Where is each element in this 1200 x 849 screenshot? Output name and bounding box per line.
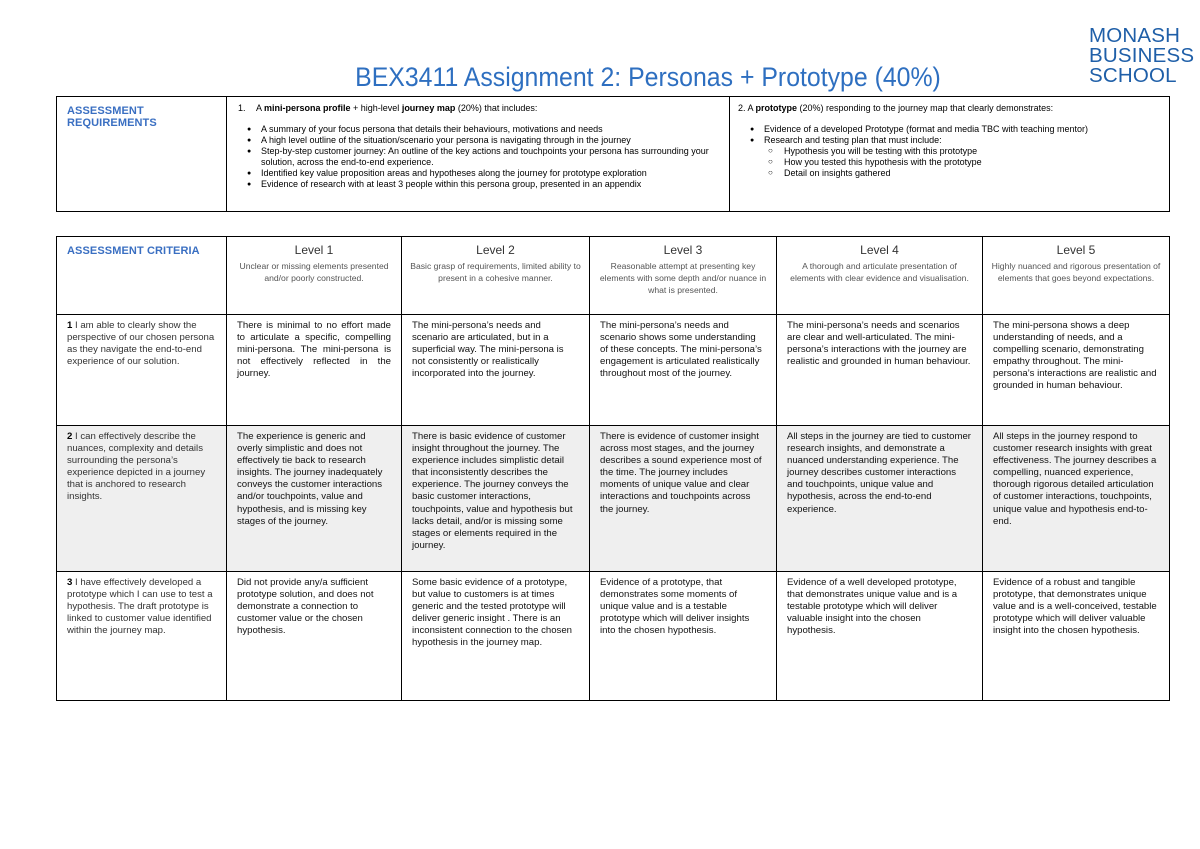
mini-persona-profile-label: mini-persona profile	[264, 103, 351, 113]
requirements-part-1	[227, 97, 730, 212]
page-title: BEX3411 Assignment 2: Personas + Prototype (40%)	[355, 62, 941, 92]
part-1-intro-text: (20%) that includes:	[455, 103, 538, 113]
table-cell: All steps in the journey respond to customer research insights with great effectiveness. The journey describes a compelling, nuanced experience, thorough rigorous detailed articulation of customer interactions, touchpoints, unique value and hypothesis end-to-end.	[983, 426, 1170, 572]
table-cell: There is minimal to no effort made to articulate a specific, compelling mini-persona. The mini-persona is not effectively reflected in the journey.	[227, 315, 402, 426]
level-4-header	[777, 237, 983, 315]
criteria-table	[56, 236, 1170, 701]
level-name: Level 2	[476, 243, 515, 257]
level-name: Level 5	[1056, 243, 1096, 257]
table-cell: The mini-persona’s needs and scenario shows some understanding of these concepts. The mini-persona’s engagement is articulated realistically throughout most of the journey.	[590, 315, 777, 426]
part-1-number: 1.	[238, 103, 246, 113]
part-2-bullet-list	[738, 124, 1161, 179]
table-cell: Evidence of a prototype, that demonstrates some moments of unique value and is a testable prototype which will deliver insights into the chosen hypothesis.	[590, 572, 777, 701]
table-cell: Did not provide any/a sufficient prototype solution, and does not demonstrate a connection to customer value or the chosen hypothesis.	[227, 572, 402, 701]
logo-line-2: BUSINESS	[1089, 44, 1195, 67]
table-cell: Evidence of a well developed prototype, that demonstrates unique value and is a testable prototype which will deliver valuable insight into the chosen hypothesis.	[777, 572, 983, 701]
table-cell: There is basic evidence of customer insight throughout the journey. The experience includes simplistic detail that inconsistently describes the experience. The journey conveys the basic customer interactions, touchpoints, value and hypothesis but lacks detail, and/or is missing some stages or elements required in the journey.	[402, 426, 590, 572]
criterion-text: I have effectively developed a prototype which I can use to test a hypothesis. The draft prototype is linked to customer value identified within the journey map.	[67, 577, 213, 637]
criterion-3-cell	[57, 572, 227, 701]
level-1-header	[227, 237, 402, 315]
level-name: Level 3	[663, 243, 703, 257]
requirements-label: ASSESSMENT REQUIREMENTS	[67, 105, 157, 129]
table-cell: The mini-persona shows a deep understanding of needs, and a compelling scenario, demonstrating empathy throughout. The mini-persona’s interactions are realistic and grounded in human behaviour.	[983, 315, 1170, 426]
part-2-intro-text: (20%) responding to the journey map that clearly demonstrates:	[797, 103, 1054, 113]
list-item: ● A summary of your focus persona that details their behaviours, motivations and needs	[261, 124, 721, 135]
list-item: ● Evidence of research with at least 3 people within this persona group, presented in an appendix	[261, 179, 721, 190]
criteria-label: ASSESSMENT CRITERIA	[67, 245, 200, 257]
requirements-part-2	[730, 97, 1170, 212]
criteria-header-row	[57, 237, 1170, 315]
list-item: ● A high level outline of the situation/scenario your persona is navigating through in the journey	[261, 135, 721, 146]
level-description: A thorough and articulate presentation of elements with clear evidence and visualisation.	[790, 261, 969, 283]
prototype-label: prototype	[755, 103, 798, 113]
requirements-table	[56, 96, 1170, 212]
part-1-intro-text: + high-level	[350, 103, 402, 113]
criteria-label-cell	[57, 237, 227, 315]
sub-bullet-list	[764, 146, 1161, 179]
sub-list-item: ○ Detail on insights gathered	[784, 168, 1161, 179]
level-description: Basic grasp of requirements, limited ability to present in a cohesive manner.	[410, 261, 581, 283]
part-2-intro-text: 2. A	[738, 103, 756, 113]
sub-list-item: ○ Hypothesis you will be testing with this prototype	[784, 146, 1161, 157]
level-5-header	[983, 237, 1170, 315]
list-item: ● Identified key value proposition areas and hypotheses along the journey for prototype exploration	[261, 168, 721, 179]
table-cell: The mini-persona’s needs and scenario are articulated, but in a superficial way. The mini-persona is not consistently or realistically incorporated into the journey.	[402, 315, 590, 426]
level-description: Reasonable attempt at presenting key elements with some depth and/or nuance in what is presented.	[599, 261, 767, 295]
level-description: Unclear or missing elements presented and/or poorly constructed.	[239, 261, 389, 283]
criterion-text: I am able to clearly show the perspective of our chosen persona as they navigate the end-to-end experience of our solution.	[67, 320, 215, 368]
table-cell: The mini-persona’s needs and scenarios are clear and well-articulated. The mini-persona’s interactions with the journey are realistic and grounded in human behaviour.	[777, 315, 983, 426]
list-item-text: Research and testing plan that must include:	[764, 135, 942, 145]
criterion-1-cell	[57, 315, 227, 426]
criterion-number: 3	[67, 577, 73, 588]
part-2-intro	[738, 103, 1161, 114]
part-1-intro	[235, 103, 721, 114]
logo-line-3: SCHOOL	[1089, 64, 1177, 87]
table-row	[57, 426, 1170, 572]
requirements-label-cell	[57, 97, 227, 212]
criterion-number: 1	[67, 320, 73, 331]
part-1-intro-text: A	[256, 103, 265, 113]
logo-line-1: MONASH	[1089, 24, 1181, 47]
level-name: Level 4	[860, 243, 899, 257]
list-item: ● Evidence of a developed Prototype (format and media TBC with teaching mentor)	[764, 124, 1161, 135]
table-cell: There is evidence of customer insight across most stages, and the journey describes a sound experience most of the time. The journey includes moments of unique value and clear interactions and touchpoints across the journey.	[590, 426, 777, 572]
level-2-header	[402, 237, 590, 315]
table-row	[57, 315, 1170, 426]
level-3-header	[590, 237, 777, 315]
criterion-2-cell	[57, 426, 227, 572]
criterion-number: 2	[67, 431, 73, 442]
list-item	[764, 135, 1161, 179]
journey-map-label: journey map	[401, 103, 456, 113]
sub-list-item: ○ How you tested this hypothesis with the prototype	[784, 157, 1161, 168]
level-description: Highly nuanced and rigorous presentation of elements that goes beyond expectations.	[991, 261, 1161, 283]
table-cell: All steps in the journey are tied to customer research insights, and demonstrate a nuanced understanding experience. The journey describes customer interactions and touchpoints, unique value and hypothesis, across the end-to-end experience.	[777, 426, 983, 572]
table-cell: The experience is generic and overly simplistic and does not effectively tie back to research insights. The journey inadequately conveys the customer interactions and/or touchpoints, value and hypothesis, and is missing key stages of the journey.	[227, 426, 402, 572]
table-cell: Evidence of a robust and tangible prototype, that demonstrates unique value and is a well-conceived, testable prototype which will deliver valuable insight into the chosen hypothesis.	[983, 572, 1170, 701]
criterion-text: I can effectively describe the nuances, complexity and details surrounding the persona’s experience depicted in a journey that is anchored to research insights.	[67, 431, 206, 503]
list-item: ● Step-by-step customer journey: An outline of the key actions and touchpoints your persona has surrounding your solution, across the end-to-end experience.	[261, 146, 721, 168]
table-row	[57, 572, 1170, 701]
level-name: Level 1	[294, 243, 334, 257]
table-cell: Some basic evidence of a prototype, but value to customers is at times generic and the tested prototype will deliver generic insight . There is an inconsistent connection to the chosen hypothesis in the journey map.	[402, 572, 590, 701]
part-1-bullet-list	[235, 124, 721, 190]
